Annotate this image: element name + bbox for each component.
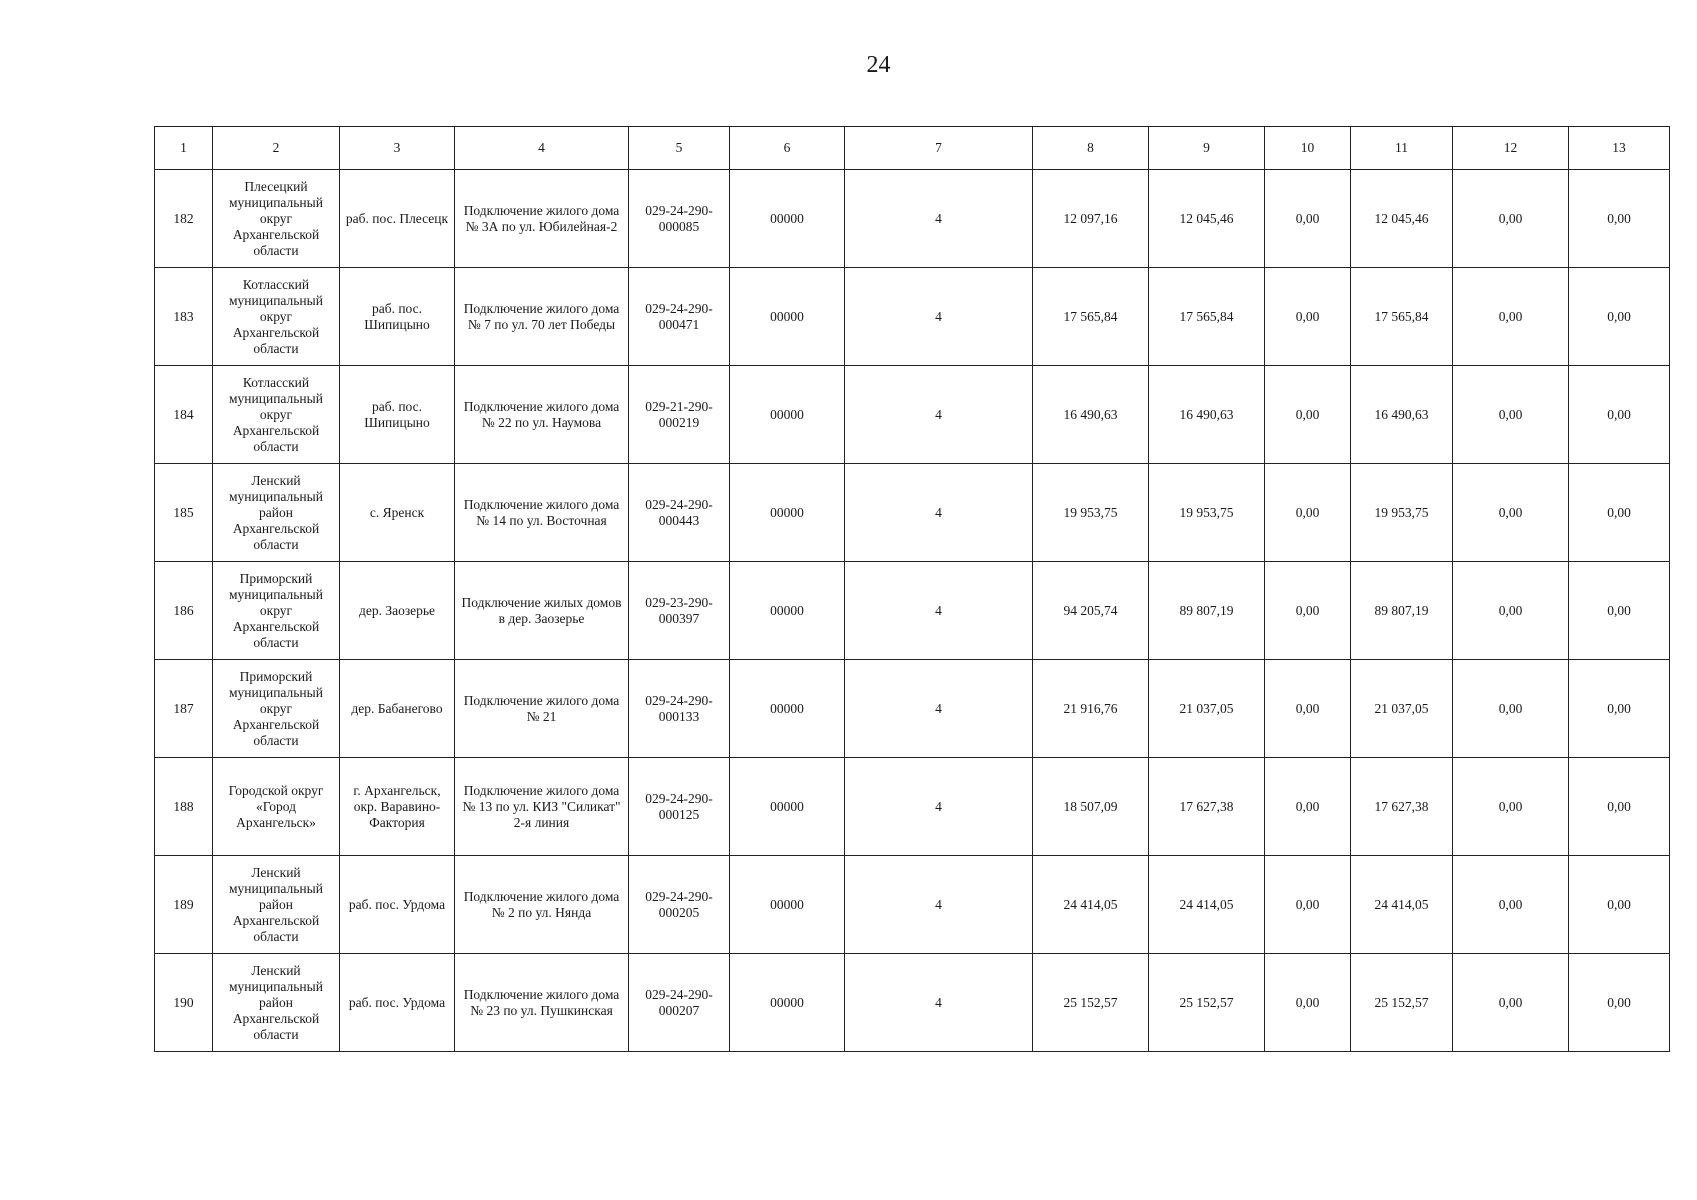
cell-col-locality: раб. пос. Плесецк — [340, 170, 455, 268]
table-row — [155, 660, 1670, 758]
cell-col-number: 186 — [155, 562, 213, 660]
cell-col-10: 0,00 — [1265, 170, 1351, 268]
cell-col-6: 00000 — [730, 268, 845, 366]
table-row — [155, 268, 1670, 366]
cell-col-8: 25 152,57 — [1033, 954, 1149, 1052]
cell-col-9: 17 565,84 — [1149, 268, 1265, 366]
header-cell: 13 — [1569, 127, 1670, 170]
cell-col-object: Подключение жилого дома № 21 — [455, 660, 629, 758]
cell-col-number: 182 — [155, 170, 213, 268]
cell-col-locality: с. Яренск — [340, 464, 455, 562]
cell-col-13: 0,00 — [1569, 366, 1670, 464]
cell-col-12: 0,00 — [1453, 170, 1569, 268]
cell-col-10: 0,00 — [1265, 660, 1351, 758]
cell-col-9: 21 037,05 — [1149, 660, 1265, 758]
cell-col-7: 4 — [845, 856, 1033, 954]
header-cell: 12 — [1453, 127, 1569, 170]
cell-col-9: 19 953,75 — [1149, 464, 1265, 562]
cell-col-9: 89 807,19 — [1149, 562, 1265, 660]
cell-col-municipality: Плесецкий муниципальный округ Архангельской области — [213, 170, 340, 268]
cell-col-code: 029-24-290-000443 — [629, 464, 730, 562]
cell-col-6: 00000 — [730, 464, 845, 562]
cell-col-object: Подключение жилого дома № 22 по ул. Наумова — [455, 366, 629, 464]
cell-col-municipality: Приморский муниципальный округ Архангельской области — [213, 562, 340, 660]
cell-col-object: Подключение жилого дома № 3А по ул. Юбилейная-2 — [455, 170, 629, 268]
cell-col-municipality: Городской округ «Город Архангельск» — [213, 758, 340, 856]
table-row — [155, 856, 1670, 954]
cell-col-number: 185 — [155, 464, 213, 562]
cell-col-code: 029-24-290-000205 — [629, 856, 730, 954]
cell-col-7: 4 — [845, 366, 1033, 464]
cell-col-9: 12 045,46 — [1149, 170, 1265, 268]
header-cell: 11 — [1351, 127, 1453, 170]
cell-col-object: Подключение жилого дома № 2 по ул. Нянда — [455, 856, 629, 954]
table-row — [155, 954, 1670, 1052]
cell-col-code: 029-24-290-000133 — [629, 660, 730, 758]
cell-col-locality: раб. пос. Шипицыно — [340, 268, 455, 366]
cell-col-13: 0,00 — [1569, 856, 1670, 954]
table-row — [155, 464, 1670, 562]
header-cell: 3 — [340, 127, 455, 170]
cell-col-locality: дер. Бабанегово — [340, 660, 455, 758]
cell-col-10: 0,00 — [1265, 758, 1351, 856]
cell-col-municipality: Приморский муниципальный округ Архангельской области — [213, 660, 340, 758]
header-cell: 1 — [155, 127, 213, 170]
cell-col-11: 24 414,05 — [1351, 856, 1453, 954]
cell-col-8: 12 097,16 — [1033, 170, 1149, 268]
cell-col-number: 187 — [155, 660, 213, 758]
cell-col-6: 00000 — [730, 660, 845, 758]
cell-col-11: 16 490,63 — [1351, 366, 1453, 464]
cell-col-number: 189 — [155, 856, 213, 954]
cell-col-12: 0,00 — [1453, 562, 1569, 660]
cell-col-12: 0,00 — [1453, 660, 1569, 758]
cell-col-10: 0,00 — [1265, 562, 1351, 660]
cell-col-object: Подключение жилого дома № 23 по ул. Пушкинская — [455, 954, 629, 1052]
cell-col-13: 0,00 — [1569, 758, 1670, 856]
cell-col-municipality: Котласский муниципальный округ Архангельской области — [213, 366, 340, 464]
cell-col-12: 0,00 — [1453, 758, 1569, 856]
cell-col-8: 17 565,84 — [1033, 268, 1149, 366]
cell-col-11: 89 807,19 — [1351, 562, 1453, 660]
cell-col-13: 0,00 — [1569, 954, 1670, 1052]
cell-col-7: 4 — [845, 170, 1033, 268]
cell-col-municipality: Котласский муниципальный округ Архангельской области — [213, 268, 340, 366]
cell-col-7: 4 — [845, 660, 1033, 758]
cell-col-8: 24 414,05 — [1033, 856, 1149, 954]
cell-col-8: 19 953,75 — [1033, 464, 1149, 562]
cell-col-9: 25 152,57 — [1149, 954, 1265, 1052]
cell-col-locality: г. Архангельск, окр. Варавино-Фактория — [340, 758, 455, 856]
table-row — [155, 562, 1670, 660]
cell-col-number: 184 — [155, 366, 213, 464]
page-number: 24 — [866, 52, 891, 78]
cell-col-10: 0,00 — [1265, 366, 1351, 464]
cell-col-13: 0,00 — [1569, 268, 1670, 366]
cell-col-municipality: Ленский муниципальный район Архангельской области — [213, 954, 340, 1052]
cell-col-11: 12 045,46 — [1351, 170, 1453, 268]
header-cell: 10 — [1265, 127, 1351, 170]
data-table — [154, 126, 1670, 1052]
cell-col-11: 25 152,57 — [1351, 954, 1453, 1052]
cell-col-7: 4 — [845, 268, 1033, 366]
cell-col-6: 00000 — [730, 366, 845, 464]
header-cell: 5 — [629, 127, 730, 170]
cell-col-number: 188 — [155, 758, 213, 856]
cell-col-8: 16 490,63 — [1033, 366, 1149, 464]
cell-col-municipality: Ленский муниципальный район Архангельской области — [213, 464, 340, 562]
cell-col-object: Подключение жилых домов в дер. Заозерье — [455, 562, 629, 660]
cell-col-10: 0,00 — [1265, 268, 1351, 366]
cell-col-8: 21 916,76 — [1033, 660, 1149, 758]
cell-col-code: 029-24-290-000207 — [629, 954, 730, 1052]
table-row — [155, 366, 1670, 464]
header-cell: 9 — [1149, 127, 1265, 170]
cell-col-10: 0,00 — [1265, 954, 1351, 1052]
table-body — [155, 127, 1670, 1052]
cell-col-6: 00000 — [730, 758, 845, 856]
cell-col-11: 19 953,75 — [1351, 464, 1453, 562]
cell-col-12: 0,00 — [1453, 856, 1569, 954]
cell-col-8: 94 205,74 — [1033, 562, 1149, 660]
cell-col-9: 17 627,38 — [1149, 758, 1265, 856]
header-cell: 7 — [845, 127, 1033, 170]
cell-col-12: 0,00 — [1453, 366, 1569, 464]
cell-col-object: Подключение жилого дома № 14 по ул. Восточная — [455, 464, 629, 562]
cell-col-7: 4 — [845, 464, 1033, 562]
cell-col-12: 0,00 — [1453, 954, 1569, 1052]
table-row — [155, 758, 1670, 856]
cell-col-6: 00000 — [730, 170, 845, 268]
cell-col-7: 4 — [845, 562, 1033, 660]
cell-col-7: 4 — [845, 954, 1033, 1052]
cell-col-11: 21 037,05 — [1351, 660, 1453, 758]
cell-col-number: 183 — [155, 268, 213, 366]
cell-col-13: 0,00 — [1569, 660, 1670, 758]
cell-col-12: 0,00 — [1453, 268, 1569, 366]
cell-col-9: 24 414,05 — [1149, 856, 1265, 954]
cell-col-6: 00000 — [730, 562, 845, 660]
cell-col-code: 029-24-290-000471 — [629, 268, 730, 366]
cell-col-code: 029-24-290-000125 — [629, 758, 730, 856]
cell-col-13: 0,00 — [1569, 464, 1670, 562]
header-cell: 8 — [1033, 127, 1149, 170]
table-row — [155, 170, 1670, 268]
cell-col-10: 0,00 — [1265, 856, 1351, 954]
cell-col-13: 0,00 — [1569, 562, 1670, 660]
header-cell: 2 — [213, 127, 340, 170]
cell-col-locality: дер. Заозерье — [340, 562, 455, 660]
cell-col-code: 029-21-290-000219 — [629, 366, 730, 464]
cell-col-code: 029-24-290-000085 — [629, 170, 730, 268]
cell-col-locality: раб. пос. Урдома — [340, 856, 455, 954]
cell-col-9: 16 490,63 — [1149, 366, 1265, 464]
cell-col-6: 00000 — [730, 954, 845, 1052]
header-cell: 4 — [455, 127, 629, 170]
cell-col-11: 17 565,84 — [1351, 268, 1453, 366]
cell-col-8: 18 507,09 — [1033, 758, 1149, 856]
cell-col-municipality: Ленский муниципальный район Архангельской области — [213, 856, 340, 954]
cell-col-number: 190 — [155, 954, 213, 1052]
cell-col-object: Подключение жилого дома № 7 по ул. 70 лет Победы — [455, 268, 629, 366]
cell-col-locality: раб. пос. Шипицыно — [340, 366, 455, 464]
cell-col-11: 17 627,38 — [1351, 758, 1453, 856]
header-row — [155, 127, 1670, 170]
cell-col-13: 0,00 — [1569, 170, 1670, 268]
cell-col-object: Подключение жилого дома № 13 по ул. КИЗ "Силикат" 2-я линия — [455, 758, 629, 856]
cell-col-12: 0,00 — [1453, 464, 1569, 562]
cell-col-6: 00000 — [730, 856, 845, 954]
cell-col-code: 029-23-290-000397 — [629, 562, 730, 660]
cell-col-10: 0,00 — [1265, 464, 1351, 562]
header-cell: 6 — [730, 127, 845, 170]
cell-col-7: 4 — [845, 758, 1033, 856]
cell-col-locality: раб. пос. Урдома — [340, 954, 455, 1052]
